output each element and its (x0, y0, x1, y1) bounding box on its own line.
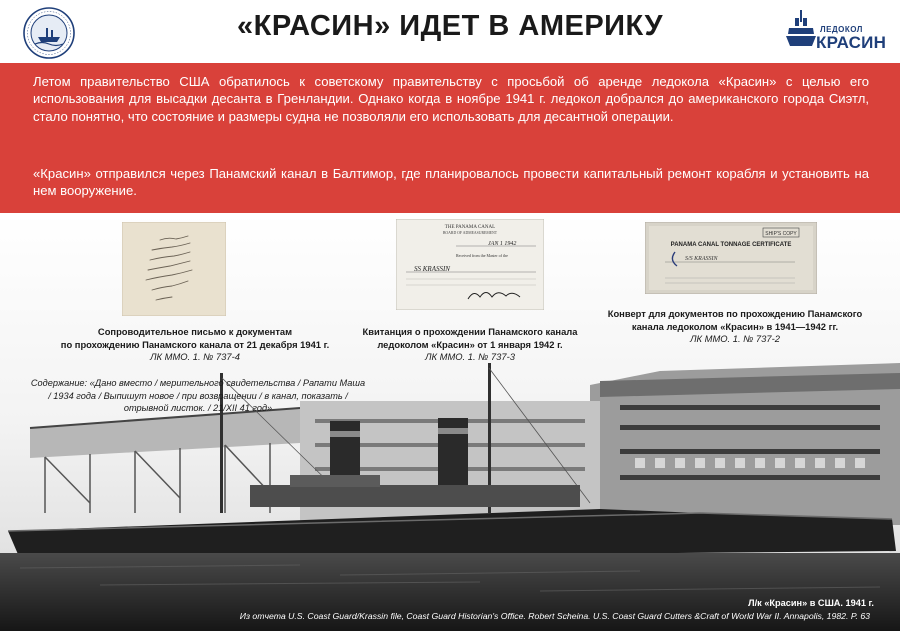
caption-title: ледоколом «Красин» от 1 января 1942 г. (377, 338, 563, 350)
document-caption (590, 308, 880, 346)
caption-title: по прохождению Панамского канала от 21 декабря 1941 г. (60, 338, 330, 350)
envelope-header: PANAMA CANAL TONNAGE CERTIFICATE (670, 242, 792, 248)
caption-ref: ЛК ММО. 1. № 737-4 (150, 351, 240, 362)
receipt-document-image (396, 219, 544, 310)
caption-title: канала ледоколом «Красин» в 1941—1942 гг. (631, 320, 839, 332)
photo-source: Из отчета U.S. Coast Guard/Krassin file, Coast Guard Historian's Office. Robert Scheina. U.S. Coast Guard Cutters &Craft of World War II. Annapolis, 1982. P. 63 (239, 611, 870, 621)
envelope-stamp: SHIP'S COPY (765, 231, 797, 237)
receipt-line: Received from the Master of the (456, 253, 508, 258)
caption-title: Квитанция о прохождении Панамского канала (362, 326, 578, 337)
header (0, 0, 900, 62)
caption-ref: ЛК ММО. 1. № 737-2 (690, 333, 780, 344)
envelope-ship: S/S KRASSIN (685, 256, 718, 262)
receipt-date: JAN 1 1942 (488, 241, 517, 247)
icebreaker-ship-icon (786, 8, 887, 54)
receipt-header: THE PANAMA CANAL (444, 225, 496, 230)
receipt-subheader: BOARD OF ADMEASUREMENT (442, 231, 498, 235)
letter-contents (24, 377, 372, 415)
logo-subtitle: ЛЕДОКОЛ (820, 25, 863, 34)
intro-banner (0, 63, 900, 213)
caption-title: Сопроводительное письмо к документам (97, 326, 293, 337)
photo-caption: Л/к «Красин» в США. 1941 г. (748, 598, 874, 608)
caption-title: Конверт для документов по прохождению Панамского (607, 308, 863, 319)
contents-line: отрывной листок. / 21/XII 41 год» (123, 403, 273, 413)
document-caption (30, 326, 360, 364)
page-title: «КРАСИН» ИДЕТ В АМЕРИКУ (237, 10, 663, 42)
caption-ref: ЛК ММО. 1. № 737-3 (425, 351, 515, 362)
document-caption (340, 326, 600, 364)
intro-paragraph: «Красин» отправился через Панамский канал в Балтимор, где планировалось провести капитальный ремонт корабля и установить на нем вооружение. (33, 166, 869, 199)
intro-paragraph: Летом правительство США обратилось к советскому правительству с просьбой об аренде ледокола «Красин» с целью его использования для высадки десанта в Гренландии. Однако когда в ноябре 1941 г. ледокол добрался до американского города Сиэтл, стало понятно, что состояние и размеры судна не позволяли его использовать для десантной операции. (33, 74, 869, 124)
logo-title: КРАСИН (816, 33, 887, 52)
envelope-document-image (645, 222, 817, 294)
contents-line: / 1934 года / Выпишут новое / при возвращении / в канал, показать / (48, 390, 348, 401)
letter-document-image (122, 222, 226, 316)
receipt-ship: SS KRASSIN (414, 265, 450, 273)
contents-line: Содержание: «Дано вместо / мерительного свидетельства / Рапати Маша (30, 378, 366, 388)
